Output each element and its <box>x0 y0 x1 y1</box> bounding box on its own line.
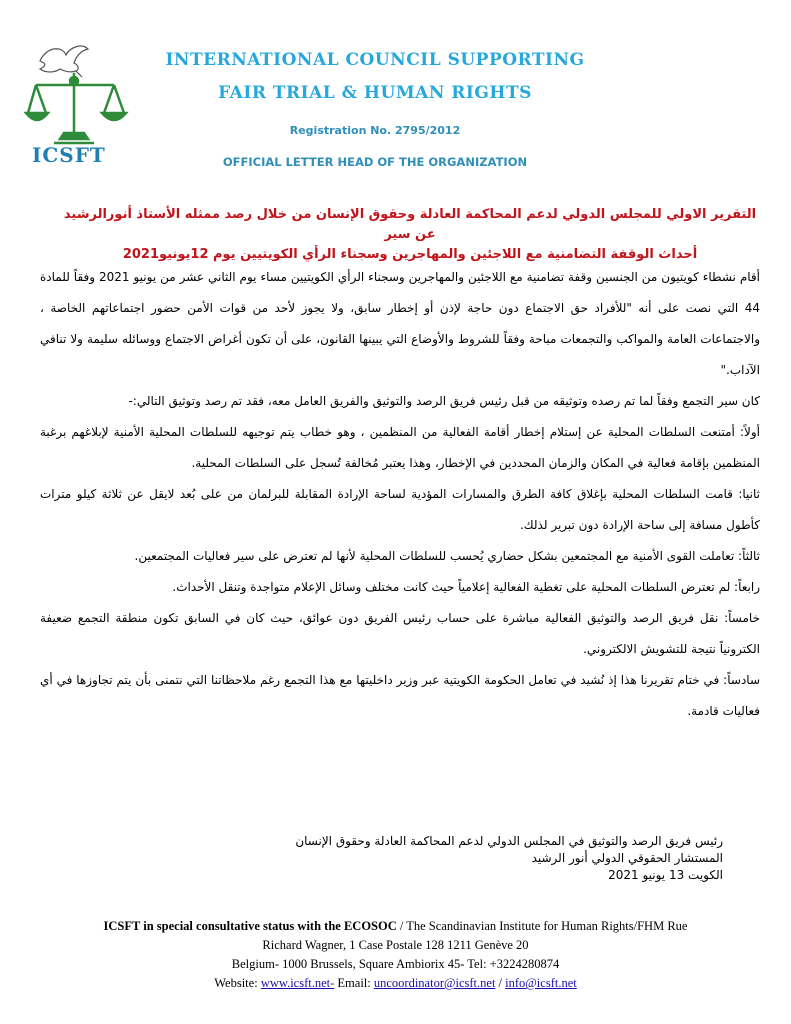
dove-icon <box>40 46 88 77</box>
paragraph-first: أولاً: أمتنعت السلطات المحلية عن إستلام إخطار أقامة الفعالية من المنظمين ، وهو خطاب يتم توجيهه للسلطات المحلية الأمنية لإبلاغهم برغبة المنظمين بإقامة فعالية في المكان والزمان المحددين في الإخطار، وهذا يعتبر مُخالفة تُسجل على السلطات المحلية. <box>40 425 760 470</box>
scales-icon <box>26 73 126 143</box>
email-link-info[interactable]: info@icsft.net <box>505 976 577 990</box>
signature-date: الكويت 13 يونيو 2021 <box>608 868 723 882</box>
official-letterhead-label: OFFICIAL LETTER HEAD OF THE ORGANIZATION <box>222 155 528 169</box>
paragraph-sixth: سادساً: في ختام تقريرنا هذا إذ نُشيد في تعامل الحكومة الكويتية عبر وزير داخليتها مع هذا التجمع رغم ملاحظاتنا التي نتمنى بأن يتم تجاوزها في أي فعاليات قادمة. <box>40 673 760 718</box>
website-label: Website: <box>214 976 261 990</box>
email-label: Email: <box>334 976 374 990</box>
website-link[interactable]: www.icsft.net- <box>260 976 335 990</box>
org-name-line1: INTERNATIONAL COUNCIL SUPPORTING <box>165 50 585 70</box>
footer-status-rest: / The Scandinavian Institute for Human Rights/FHM Rue <box>396 919 688 933</box>
report-title-line2: أحداث الوقفة التضامنية مع اللاجئين والمهاجرين وسجناء الرأي الكويتيين يوم 12يونيو2021 <box>122 247 698 262</box>
report-title-line1: التقرير الاولي للمجلس الدولي لدعم المحاكمة العادلة وحقوق الإنسان من خلال رصد ممثله الأستاذ أنورالرشيد عن سير <box>63 207 757 242</box>
paragraph-monitoring: كان سير التجمع وفقاً لما تم رصده وتوثيقه من قبل رئيس فريق الرصد والتوثيق والفريق العامل معه، فقد تم رصد وتوثيق التالي:- <box>128 394 760 408</box>
report-body <box>40 262 760 727</box>
org-name-line2: FAIR TRIAL & HUMAN RIGHTS <box>218 83 532 103</box>
footer <box>30 917 761 993</box>
footer-contacts <box>30 974 761 993</box>
registration-number: Registration No. 2795/2012 <box>289 124 461 137</box>
paragraph-fourth: رابعاً: لم تعترض السلطات المحلية على تغطية الفعالية إعلامياً حيث كانت مختلف وسائل الإعلام متواجدة وتنقل الأحداث. <box>172 580 760 594</box>
signature-line1: رئيس فريق الرصد والتوثيق في المجلس الدولي لدعم المحاكمة العادلة وحقوق الإنسان <box>295 834 723 848</box>
signature-block <box>60 833 723 884</box>
footer-status-bold: ICSFT in special consultative status with the ECOSOC <box>103 919 397 933</box>
paragraph-second: ثانيا: قامت السلطات المحلية بإغلاق كافة الطرق والمسارات المؤدية لساحة الإرادة المقابلة للبرلمان من على بُعد لايقل عن ثلاثة كيلو مترات كأطول مسافة إلى ساحة الإرادة دون تبرير لذلك. <box>40 487 760 532</box>
logo-text: ICSFT <box>32 143 106 167</box>
footer-status <box>30 917 761 936</box>
paragraph-intro: أقام نشطاء كويتيون من الجنسين وقفة تضامنية مع اللاجئين والمهاجرين وسجناء الرأي الكويتيين مساء يوم الثاني عشر من يونيو 2021 وفقاً للمادة 44 التي نصت على أنه "للأفراد حق الاجتماع دون حاجة لإذن أو إخطار سابق، ولا يجوز لأحد من قوات الأمن حضور اجتماعاتهم الخاصة ، والاجتماعات العامة والمواكب والتجمعات مباحة وفقاً للشروط والأوضاع التي يبينها القانون، على أن تكون أغراض الاجتماع ووسائله سليمة ولا تنافي الآداب." <box>40 270 760 377</box>
email-separator: / <box>495 976 506 990</box>
footer-address1: Richard Wagner, 1 Case Postale 128 1211 Genève 20 <box>262 938 529 952</box>
signature-line2: المستشار الحقوقي الدولي أنور الرشيد <box>531 851 723 865</box>
email-link-coordinator[interactable]: uncoordinator@icsft.net <box>373 976 496 990</box>
paragraph-third: ثالثاً: تعاملت القوى الأمنية مع المجتمعين بشكل حضاري يُحسب للسلطات المحلية لأنها لم تعترض على سير فعاليات المجتمعين. <box>134 549 760 563</box>
report-title <box>60 205 760 265</box>
footer-address2: Belgium- 1000 Brussels, Square Ambiorix 45- Tel: +3224280874 <box>231 957 560 971</box>
paragraph-fifth: خامساً: نقل فريق الرصد والتوثيق الفعالية مباشرة على حساب رئيس الفريق دون عوائق، حيث كان في السابق تكون منطقة التجمع ضعيفة الكترونياً نتيجة للتشويش الالكتروني. <box>40 611 760 656</box>
